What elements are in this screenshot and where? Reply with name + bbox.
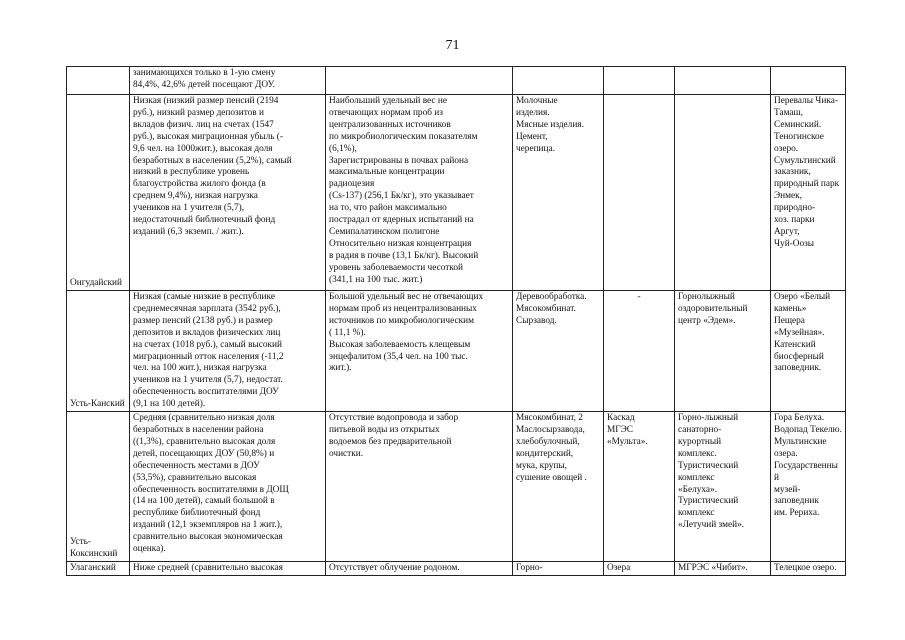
region-cell [67, 562, 130, 576]
hydropower-cell-text: Озера [607, 563, 631, 574]
hydropower-cell [604, 291, 675, 412]
hydropower-cell-text: Каскад МГЭС «Мульта». [607, 413, 648, 447]
tourism-cell-text: Горнолыжный оздоровительный центр «Эдем». [678, 292, 748, 326]
nature-cell [771, 67, 846, 95]
socio-economic-cell-text: Ниже средней (сравнительно высокая [133, 563, 283, 574]
socio-economic-cell-text: Низкая (самые низкие в республике среднемесячная зарплата (3542 руб.), размер пенсий (2138 руб.) и размер депозитов и вкладов физических лиц на счетах (1018 руб.), самый высокий миграционный отток населения (-11,2 чел. на 100 жит.), низкая нагрузка учеников на 1 учителя (5,7), недостат. обеспеченность воспитателями ДОУ (9,1 на 100 детей). [133, 292, 284, 410]
tourism-cell [675, 67, 771, 95]
hydropower-cell [604, 67, 675, 95]
table-row [67, 412, 846, 562]
industry-cell-text: Мясокомбинат, 2 Маслосырзавода, хлебобулочный, кондитерский, мука, крупы, сушение овощей . [516, 413, 587, 483]
region-cell-text: Онгудайский [70, 278, 122, 289]
nature-cell-text: Озеро «Белый камень» Пещера «Музейная». Катенский биосферный заповедник. [774, 292, 831, 374]
hydropower-cell [604, 412, 675, 562]
nature-cell [771, 562, 846, 576]
ecology-cell-text: Большой удельный вес не отвечающих нормам проб из нецентрализованных источников по микробиологическим ( 11,1 %). Высокая заболеваемость клещевым энцефалитом (35,4 чел. на 100 тыс. жит.). [329, 292, 484, 374]
ecology-cell-text: Отсутствие водопровода и забор питьевой воды из открытых водоемов без предварительной очистки. [329, 413, 459, 459]
socio-economic-cell [130, 412, 326, 562]
tourism-cell [675, 412, 771, 562]
socio-economic-cell-text: Низкая (низкий размер пенсий (2194 руб.), низкий размер депозитов и вкладов физич. лиц на счетах (1547 руб.), высокая миграционная убыль (- 9,6 чел. на 1000жит.), высокая доля безработных в населении (5,2%), самый низкий в республике уровень благоустройства жилого фонда (в среднем 9,4%), низкая нагрузка учеников на 1 учителя (5,7), недостаточный библиотечный фонд изданий (6,3 экземп. / жит.). [133, 96, 292, 237]
industry-cell-text: Горно- [516, 563, 543, 574]
tourism-cell-text: Горно-лыжный санаторно- курортный комплекс. Туристический комплекс «Белуха». Туристический комплекс «Летучий змей». [678, 413, 745, 531]
ecology-cell-text: Наибольший удельный вес не отвечающих нормам проб из централизованных источников по микробиологическим показателям (6,1%), Зарегистрированы в почвах района максимальные концентрации радиоцезия (Cs-137) (256,1 Бк/кг), это указывает на то, что район максимально пострадал от ядерных испытаний на Семипалатинском полигоне Относительно низкая концентрация в радия в почве (13,1 Бк/кг). Высокий уровень заболеваемости чесоткой (341,1 на 100 тыс. жит.) [329, 96, 479, 285]
hydropower-cell [604, 562, 675, 576]
page-number: 71 [445, 38, 460, 53]
socio-economic-cell [130, 562, 326, 576]
hydropower-cell [604, 95, 675, 291]
ecology-cell [326, 67, 513, 95]
region-cell-text: Усть-Канский [70, 399, 125, 410]
industry-cell [513, 95, 604, 291]
region-cell-text: Усть- Коксинский [70, 537, 118, 560]
regions-table [66, 66, 846, 576]
region-cell [67, 95, 130, 291]
tourism-cell [675, 291, 771, 412]
ecology-cell [326, 291, 513, 412]
tourism-cell [675, 562, 771, 576]
region-cell [67, 67, 130, 95]
table-row [67, 562, 846, 576]
region-cell [67, 291, 130, 412]
region-cell [67, 412, 130, 562]
nature-cell-text: Перевалы Чика- Тамаш, Семинский. Теногинское озеро. Сумультинский заказник, природный парк Энмек, природно- хоз. парки Аргут, Чуй-Оозы [774, 96, 840, 249]
nature-cell [771, 412, 846, 562]
tourism-cell-text: МГРЭС «Чибит». [678, 563, 748, 574]
socio-economic-cell [130, 291, 326, 412]
industry-cell [513, 412, 604, 562]
socio-economic-cell [130, 67, 326, 95]
nature-cell [771, 291, 846, 412]
ecology-cell [326, 562, 513, 576]
region-cell-text: Улаганский [70, 563, 116, 574]
socio-economic-cell-text: Средняя (сравнительно низкая доля безработных в населении района ((1,3%), сравнительно высокая доля детей, посещающих ДОУ (50,8%) и обеспеченность местами в ДОУ (53,5%), сравнительно высокая обеспеченность воспитателями в ДОЩ (14 на 100 детей), самый большой в республике библиотечный фонд изданий (12,1 экземпляров на 1 жит.), сравнительно высокая экономическая оценка). [133, 413, 289, 555]
industry-cell [513, 291, 604, 412]
hydropower-cell-text: - [637, 292, 641, 302]
table-row [67, 67, 846, 95]
ecology-cell [326, 412, 513, 562]
nature-cell [771, 95, 846, 291]
industry-cell-text: Деревообработка. Мясокомбинат. Сырзавод. [516, 292, 587, 326]
industry-cell [513, 562, 604, 576]
nature-cell-text: Телецкое озеро. [774, 563, 837, 574]
socio-economic-cell [130, 95, 326, 291]
ecology-cell-text: Отсутствует облучение родоном. [329, 563, 460, 574]
industry-cell [513, 67, 604, 95]
table-row [67, 95, 846, 291]
ecology-cell [326, 95, 513, 291]
socio-economic-cell-text: занимающихся только в 1-ую смену 84,4%, 42,6% детей посещают ДОУ. [133, 68, 276, 90]
tourism-cell [675, 95, 771, 291]
nature-cell-text: Гора Белуха. Водопад Текелю. Мультинские озера. Государственный музей- заповедник им. Рериха. [774, 413, 842, 519]
industry-cell-text: Молочные изделия. Мясные изделия. Цемент, черепица. [516, 96, 584, 154]
table-row [67, 291, 846, 412]
